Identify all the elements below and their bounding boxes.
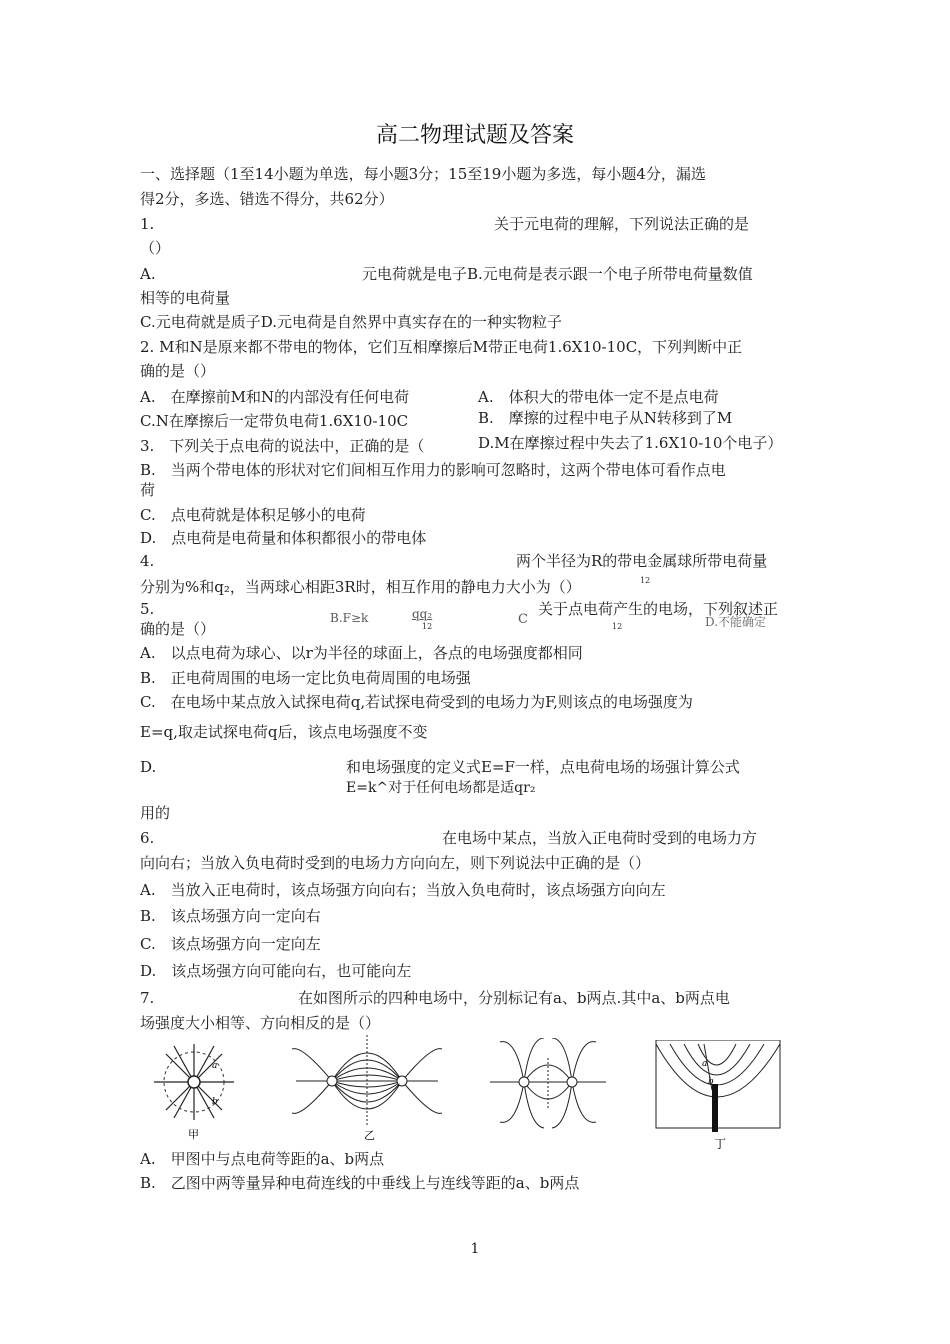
q5-fragment-b: B.F≥k (330, 611, 369, 625)
q2-stem: 2. M和N是原来都不带电的物体，它们互相摩擦后M带正电荷1.6X10-10C，下列判断中正 (140, 338, 743, 356)
q4-option-d-fragment: D.不能确定 (705, 615, 767, 629)
q5-option-d-formula: E=k^对于任何电场都是适qr₂ (346, 780, 536, 796)
q6-option-c: C. 该点场强方向一定向左 (140, 935, 321, 953)
q5-option-b: B. 正电荷周围的电场一定比负电荷周围的电场强 (140, 669, 471, 687)
page-title: 高二物理试题及答案 (375, 123, 574, 148)
page-number: 1 (470, 1241, 480, 1257)
q3-option-d: D. 点电荷是电荷量和体积都很小的带电体 (140, 529, 427, 547)
q5-fragment-c: C (518, 612, 528, 627)
q2-option-d: D.M在摩擦过程中失去了1.6X10-10个电子） (478, 434, 783, 452)
q5-option-d-cont: 用的 (140, 804, 171, 822)
q7-stem-cont: 场强度大小相等、方向相反的是（） (140, 1014, 381, 1032)
q1-paren: （） (140, 239, 171, 257)
q6-number: 6. (140, 829, 155, 847)
section-heading-cont: 得2分，多选、错选不得分，共62分） (140, 190, 394, 208)
q3-option-c: C. 点电荷就是体积足够小的电荷 (140, 506, 366, 524)
section-heading: 一、选择题（1至14小题为单选，每小题3分；15至19小题为多选，每小题4分，漏选 (140, 165, 706, 183)
figure-jia-point-a: a (212, 1061, 218, 1071)
figure-yi (292, 1035, 442, 1143)
figure-jia (150, 1040, 242, 1140)
q5-option-c-cont: E=q,取走试探电荷q后，该点电场强度不变 (140, 723, 428, 741)
q2-option-a: A. 在摩擦前M和N的内部没有任何电荷 (140, 388, 410, 406)
figure-yi-label: 乙 (364, 1129, 375, 1142)
q2-option-c: C.N在摩擦后一定带负电荷1.6X10-10C (140, 412, 409, 430)
figure-jia-label: 甲 (188, 1128, 199, 1140)
q7-stem: 在如图所示的四种电场中，分别标记有a、b两点.其中a、b两点电 (298, 989, 730, 1007)
q6-stem-cont: 向向右；当放入负电荷时受到的电场力方向向左，则下列说法中正确的是（） (140, 854, 651, 872)
q7-option-b: B. 乙图中两等量异种电荷连线的中垂线上与连线等距的a、b两点 (140, 1174, 580, 1192)
q6-stem: 在电场中某点，当放入正电荷时受到的电场力方 (442, 829, 758, 847)
q3-stem: 3. 下列关于点电荷的说法中，正确的是（ (140, 437, 425, 455)
figure-jia-point-b: b (212, 1097, 218, 1107)
figure-ding-point-a: a (702, 1059, 708, 1069)
q3-option-b-cont: 荷 (140, 481, 156, 499)
q2-option-b: B. 摩擦的过程中电子从N转移到了M (478, 409, 733, 427)
q4-stem: 两个半径为R的带电金属球所带电荷量 (516, 552, 768, 570)
q5-option-c: C. 在电场中某点放入试探电荷q,若试探电荷受到的电场力为F,则该点的电场强度为 (140, 693, 693, 711)
q4-number: 4. (140, 552, 155, 570)
q1-option-ab: 元电荷就是电子B.元电荷是表示跟一个电子所带电荷量数值 (362, 265, 753, 283)
figure-ding-point-b: b (708, 1077, 714, 1087)
q5-fraction: qq₂ (412, 607, 433, 621)
q5-number: 5. (140, 600, 155, 618)
q5-option-d: 和电场强度的定义式E=F一样，点电荷电场的场强计算公式 (346, 758, 740, 776)
q2-option-a-right: A. 体积大的带电体一定不是点电荷 (478, 388, 719, 406)
q1-stem: 关于元电荷的理解，下列说法正确的是 (494, 215, 750, 233)
q5-option-a: A. 以点电荷为球心、以r为半径的球面上，各点的电场强度都相同 (140, 644, 583, 662)
q7-option-a: A. 甲图中与点电荷等距的a、b两点 (140, 1150, 385, 1168)
q2-stem-cont: 确的是（） (140, 362, 216, 380)
q5-option-d-label: D. (140, 758, 157, 776)
q5-stem: 关于点电荷产生的电场，下列叙述正 (538, 600, 779, 618)
figure-ding-label: 丁 (714, 1137, 727, 1151)
q4-stem-cont: 分别为%和q₂，当两球心相距3R时，相互作用的静电力大小为（） (140, 578, 581, 596)
q1-number: 1. (140, 215, 155, 233)
q1-option-a-label: A. (140, 265, 156, 283)
q6-option-b: B. 该点场强方向一定向右 (140, 907, 321, 925)
q3-option-b: B. 当两个带电体的形状对它们间相互作用力的影响可忽略时，这两个带电体可看作点电 (140, 461, 726, 479)
q5-fraction-sub: 12 (422, 622, 433, 631)
q6-option-a: A. 当放入正电荷时，该点场强方向向右；当放入负电荷时，该点场强方向向左 (140, 881, 666, 899)
q6-option-d: D. 该点场强方向可能向右，也可能向左 (140, 962, 412, 980)
q1-option-b-cont: 相等的电荷量 (140, 289, 231, 307)
q5-stem-cont: 确的是（） (140, 620, 216, 638)
q5-sub-2: 12 (612, 622, 623, 631)
figure-ding (652, 1040, 784, 1152)
q4-superscript: 12 (640, 576, 651, 585)
q7-number: 7. (140, 989, 155, 1007)
figure-bing (486, 1038, 610, 1134)
q1-option-cd: C.元电荷就是质子D.元电荷是自然界中真实存在的一种实物粒子 (140, 313, 562, 331)
